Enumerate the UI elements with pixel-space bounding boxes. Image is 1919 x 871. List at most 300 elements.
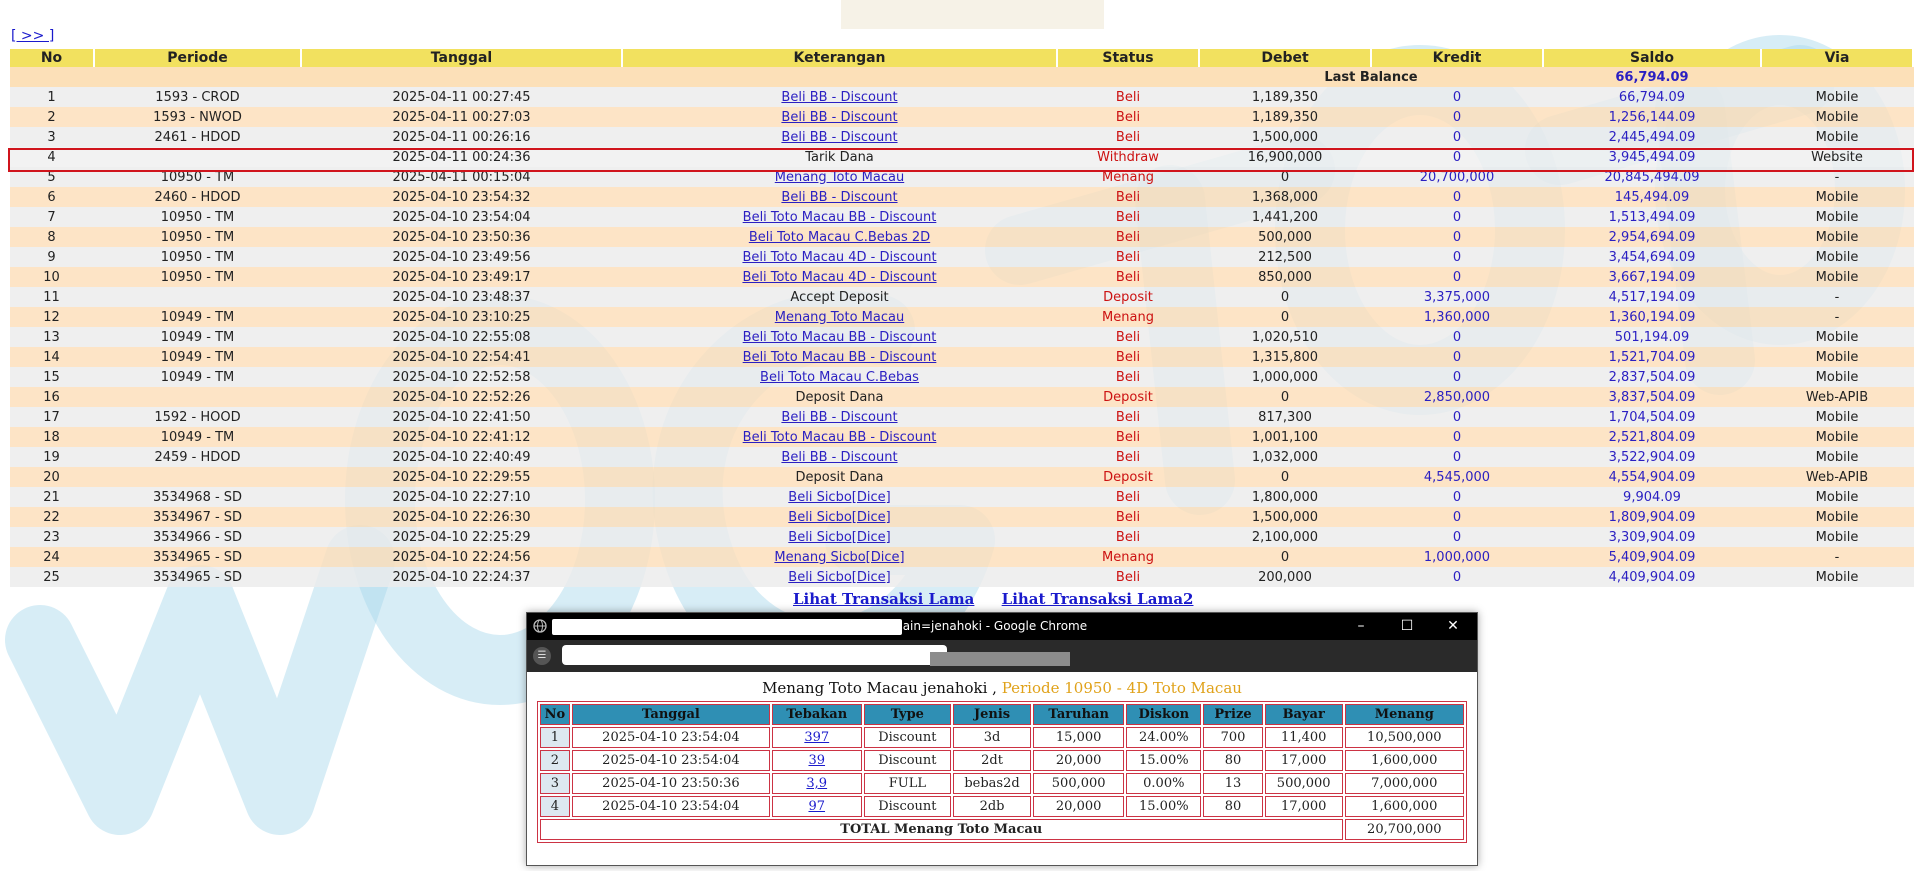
cell-debet: 1,000,000 [1200, 367, 1372, 387]
cell-no: 6 [10, 187, 95, 207]
cell-tanggal: 2025-04-10 22:40:49 [302, 447, 623, 467]
cell-debet: 0 [1200, 287, 1372, 307]
transaction-detail-link[interactable]: Menang Toto Macau [774, 309, 905, 325]
cell-no: 14 [10, 347, 95, 367]
cell-kredit: 2,850,000 [1372, 387, 1544, 407]
column-header-saldo: Saldo [1544, 49, 1762, 67]
cell-periode [95, 467, 302, 487]
maximize-icon[interactable]: ☐ [1400, 618, 1414, 634]
table-header-row [10, 49, 1914, 67]
column-header-tanggal: Tanggal [302, 49, 623, 67]
win-cell-diskon: 24.00% [1126, 727, 1201, 748]
cell-via: - [1762, 167, 1914, 187]
cell-debet: 1,032,000 [1200, 447, 1372, 467]
cell-kredit: 1,360,000 [1372, 307, 1544, 327]
cell-ket [623, 267, 1058, 287]
next-page-link[interactable]: [ >> ] [11, 28, 55, 44]
cell-debet: 200,000 [1200, 567, 1372, 587]
transaction-detail-link[interactable]: Beli Toto Macau BB - Discount [742, 209, 937, 225]
cell-periode: 2461 - HDOD [95, 127, 302, 147]
cell-debet: 1,020,510 [1200, 327, 1372, 347]
cell-no: 25 [10, 567, 95, 587]
cell-tanggal: 2025-04-10 23:49:17 [302, 267, 623, 287]
cell-debet: 0 [1200, 387, 1372, 407]
redacted-address [930, 652, 1070, 666]
cell-no: 24 [10, 547, 95, 567]
cell-periode: 3534965 - SD [95, 567, 302, 587]
win-cell-tebakan [772, 773, 862, 794]
cell-via: Website [1762, 147, 1914, 167]
cell-debet: 850,000 [1200, 267, 1372, 287]
cell-debet: 1,500,000 [1200, 127, 1372, 147]
cell-debet: 0 [1200, 307, 1372, 327]
transaction-detail-link[interactable]: Beli BB - Discount [781, 109, 898, 125]
win-cell-jenis: bebas2d [953, 773, 1031, 794]
win-cell-menang: 1,600,000 [1345, 796, 1464, 817]
cell-ket [623, 187, 1058, 207]
transaction-detail-link[interactable]: Beli Sicbo[Dice] [788, 509, 891, 525]
cell-saldo: 3,309,904.09 [1544, 527, 1762, 547]
cell-saldo: 4,554,904.09 [1544, 467, 1762, 487]
cell-status: Beli [1058, 107, 1200, 127]
column-header-keterangan: Keterangan [623, 49, 1058, 67]
cell-saldo: 4,517,194.09 [1544, 287, 1762, 307]
popup-heading [537, 679, 1467, 697]
win-cell-bayar: 11,400 [1265, 727, 1343, 748]
cell-no: 11 [10, 287, 95, 307]
winnings-row [540, 750, 1464, 771]
cell-kredit: 0 [1372, 267, 1544, 287]
table-row [10, 127, 1914, 147]
cell-saldo: 3,454,694.09 [1544, 247, 1762, 267]
win-cell-bayar: 17,000 [1265, 796, 1343, 817]
cell-status: Beli [1058, 227, 1200, 247]
transaction-detail-link[interactable]: Beli BB - Discount [781, 129, 898, 145]
transaction-detail-link[interactable]: Beli BB - Discount [781, 189, 898, 205]
cell-periode: 10949 - TM [95, 367, 302, 387]
cell-debet: 16,900,000 [1200, 147, 1372, 167]
cell-via: Mobile [1762, 227, 1914, 247]
total-label: TOTAL Menang Toto Macau [540, 819, 1343, 840]
transaction-detail-link[interactable]: Beli Sicbo[Dice] [788, 529, 891, 545]
cell-no: 16 [10, 387, 95, 407]
cell-tanggal: 2025-04-10 23:54:32 [302, 187, 623, 207]
cell-periode: 10950 - TM [95, 267, 302, 287]
cell-no: 3 [10, 127, 95, 147]
transaction-detail-link[interactable]: Menang Toto Macau [774, 169, 905, 185]
table-row [10, 267, 1914, 287]
table-row [10, 347, 1914, 367]
cell-periode: 10950 - TM [95, 207, 302, 227]
cell-ket [623, 367, 1058, 387]
winnings-row [540, 727, 1464, 748]
cell-saldo: 2,445,494.09 [1544, 127, 1762, 147]
column-header-no: No [10, 49, 95, 67]
cell-ket [623, 207, 1058, 227]
win-column-header-tebakan: Tebakan [772, 704, 862, 725]
popup-heading-periode: Periode 10950 - 4D Toto Macau [1001, 679, 1242, 697]
cell-debet: 1,315,800 [1200, 347, 1372, 367]
popup-heading-text: Menang Toto Macau jenahoki , [762, 679, 1002, 697]
cell-saldo: 2,954,694.09 [1544, 227, 1762, 247]
cell-kredit: 0 [1372, 487, 1544, 507]
table-row [10, 427, 1914, 447]
cell-no: 22 [10, 507, 95, 527]
cell-ket [623, 327, 1058, 347]
cell-status: Beli [1058, 87, 1200, 107]
win-column-header-menang: Menang [1345, 704, 1464, 725]
tebakan-link[interactable]: 97 [808, 799, 826, 814]
win-cell-prize: 700 [1203, 727, 1263, 748]
cell-debet: 1,368,000 [1200, 187, 1372, 207]
cell-periode [95, 147, 302, 167]
cell-periode: 10950 - TM [95, 227, 302, 247]
cell-debet: 1,500,000 [1200, 507, 1372, 527]
cell-via: Mobile [1762, 347, 1914, 367]
cell-tanggal: 2025-04-10 23:54:04 [302, 207, 623, 227]
win-cell-prize: 80 [1203, 750, 1263, 771]
cell-via: Mobile [1762, 107, 1914, 127]
cell-no: 20 [10, 467, 95, 487]
cell-saldo: 1,704,504.09 [1544, 407, 1762, 427]
cell-status: Beli [1058, 327, 1200, 347]
win-column-header-taruhan: Taruhan [1033, 704, 1125, 725]
cell-debet: 1,001,100 [1200, 427, 1372, 447]
tebakan-link[interactable]: 39 [808, 753, 826, 768]
winnings-table [537, 701, 1467, 843]
cell-kredit: 0 [1372, 147, 1544, 167]
cell-ket [623, 307, 1058, 327]
win-cell-tanggal: 2025-04-10 23:54:04 [572, 750, 770, 771]
cell-no: 7 [10, 207, 95, 227]
transaction-detail-link[interactable]: Beli Toto Macau BB - Discount [742, 429, 937, 445]
cell-kredit: 0 [1372, 127, 1544, 147]
cell-periode: 10949 - TM [95, 427, 302, 447]
cell-saldo: 66,794.09 [1544, 87, 1762, 107]
cell-periode: 10950 - TM [95, 247, 302, 267]
cell-via: Mobile [1762, 247, 1914, 267]
cell-saldo: 20,845,494.09 [1544, 167, 1762, 187]
cell-tanggal: 2025-04-10 22:55:08 [302, 327, 623, 347]
minimize-icon[interactable]: – [1357, 618, 1365, 634]
cell-status: Deposit [1058, 467, 1200, 487]
cell-no: 17 [10, 407, 95, 427]
cell-status: Menang [1058, 167, 1200, 187]
cell-tanggal: 2025-04-10 22:26:30 [302, 507, 623, 527]
win-cell-prize: 13 [1203, 773, 1263, 794]
cell-debet: 817,300 [1200, 407, 1372, 427]
column-header-debet: Debet [1200, 49, 1372, 67]
cell-saldo: 1,513,494.09 [1544, 207, 1762, 227]
cell-via: Web-APIB [1762, 467, 1914, 487]
cell-ket [623, 567, 1058, 587]
cell-tanggal: 2025-04-10 22:25:29 [302, 527, 623, 547]
transaction-table [10, 49, 1914, 587]
cell-tanggal: 2025-04-11 00:24:36 [302, 147, 623, 167]
win-column-header-diskon: Diskon [1126, 704, 1201, 725]
cell-via: Mobile [1762, 567, 1914, 587]
win-cell-tebakan [772, 750, 862, 771]
cell-tanggal: 2025-04-10 23:10:25 [302, 307, 623, 327]
transaction-detail-link[interactable]: Beli Toto Macau BB - Discount [742, 349, 937, 365]
cell-status: Beli [1058, 127, 1200, 147]
cell-via: Mobile [1762, 487, 1914, 507]
cell-kredit: 0 [1372, 107, 1544, 127]
transaction-detail-link[interactable]: Beli Toto Macau C.Bebas [760, 369, 919, 385]
table-row [10, 207, 1914, 227]
cell-ket [623, 227, 1058, 247]
cell-debet: 1,189,350 [1200, 107, 1372, 127]
win-column-header-prize: Prize [1203, 704, 1263, 725]
cell-tanggal: 2025-04-10 22:24:37 [302, 567, 623, 587]
win-cell-type: Discount [864, 750, 952, 771]
cell-saldo: 1,256,144.09 [1544, 107, 1762, 127]
cell-via: Mobile [1762, 367, 1914, 387]
win-cell-bayar: 500,000 [1265, 773, 1343, 794]
cell-via: Mobile [1762, 327, 1914, 347]
win-column-header-tanggal: Tanggal [572, 704, 770, 725]
last-balance-label: Last Balance [1200, 67, 1544, 87]
table-row [10, 287, 1914, 307]
cell-tanggal: 2025-04-10 22:52:26 [302, 387, 623, 407]
cell-status: Deposit [1058, 287, 1200, 307]
cell-periode: 2459 - HDOD [95, 447, 302, 467]
tebakan-link[interactable]: 3,9 [806, 776, 828, 791]
top-banner-strip [841, 0, 1104, 29]
cell-ket [623, 427, 1058, 447]
win-cell-prize: 80 [1203, 796, 1263, 817]
cell-status: Beli [1058, 427, 1200, 447]
cell-kredit: 0 [1372, 567, 1544, 587]
table-row [10, 247, 1914, 267]
cell-status: Beli [1058, 247, 1200, 267]
cell-no: 18 [10, 427, 95, 447]
cell-ket [623, 447, 1058, 467]
cell-kredit: 0 [1372, 87, 1544, 107]
win-cell-no: 2 [540, 750, 570, 771]
table-row [10, 87, 1914, 107]
cell-tanggal: 2025-04-10 22:27:10 [302, 487, 623, 507]
cell-tanggal: 2025-04-10 22:54:41 [302, 347, 623, 367]
cell-periode: 10949 - TM [95, 347, 302, 367]
cell-periode: 2460 - HDOD [95, 187, 302, 207]
older-transactions-link[interactable]: Lihat Transaksi Lama [793, 590, 975, 608]
cell-kredit: 0 [1372, 407, 1544, 427]
win-cell-tanggal: 2025-04-10 23:54:04 [572, 796, 770, 817]
cell-no: 2 [10, 107, 95, 127]
cell-via: Mobile [1762, 427, 1914, 447]
cell-debet: 2,100,000 [1200, 527, 1372, 547]
globe-icon [533, 619, 547, 633]
column-header-via: Via [1762, 49, 1914, 67]
site-settings-icon[interactable]: ☰ [533, 647, 551, 665]
older-transactions-2-link[interactable]: Lihat Transaksi Lama2 [1001, 590, 1194, 608]
cell-tanggal: 2025-04-10 22:24:56 [302, 547, 623, 567]
cell-periode: 3534965 - SD [95, 547, 302, 567]
table-row [10, 327, 1914, 347]
win-cell-jenis: 2db [953, 796, 1031, 817]
cell-kredit: 0 [1372, 187, 1544, 207]
cell-kredit: 0 [1372, 367, 1544, 387]
cell-ket [623, 127, 1058, 147]
chrome-popup-window[interactable] [526, 612, 1478, 866]
win-cell-diskon: 15.00% [1126, 750, 1201, 771]
cell-status: Beli [1058, 267, 1200, 287]
cell-status: Beli [1058, 367, 1200, 387]
address-input[interactable] [562, 645, 947, 665]
cell-saldo: 145,494.09 [1544, 187, 1762, 207]
transaction-detail-link[interactable]: Beli BB - Discount [781, 409, 898, 425]
cell-status: Deposit [1058, 387, 1200, 407]
cell-status: Beli [1058, 347, 1200, 367]
transaction-detail-link[interactable]: Beli Toto Macau 4D - Discount [742, 249, 937, 265]
win-cell-no: 4 [540, 796, 570, 817]
transaction-detail-link[interactable]: Beli Toto Macau 4D - Discount [742, 269, 937, 285]
cell-debet: 0 [1200, 547, 1372, 567]
cell-via: Mobile [1762, 507, 1914, 527]
last-balance-value: 66,794.09 [1544, 67, 1762, 87]
table-row [10, 227, 1914, 247]
cell-tanggal: 2025-04-10 22:41:12 [302, 427, 623, 447]
cell-debet: 0 [1200, 467, 1372, 487]
cell-saldo: 1,809,904.09 [1544, 507, 1762, 527]
cell-ket: Accept Deposit [623, 287, 1058, 307]
cell-debet: 1,189,350 [1200, 87, 1372, 107]
cell-status: Beli [1058, 507, 1200, 527]
cell-saldo: 5,409,904.09 [1544, 547, 1762, 567]
cell-periode [95, 387, 302, 407]
cell-via: - [1762, 287, 1914, 307]
cell-saldo: 2,521,804.09 [1544, 427, 1762, 447]
cell-saldo: 9,904.09 [1544, 487, 1762, 507]
cell-periode: 3534967 - SD [95, 507, 302, 527]
cell-via: Mobile [1762, 447, 1914, 467]
cell-status: Withdraw [1058, 147, 1200, 167]
cell-via: Mobile [1762, 407, 1914, 427]
cell-via: Mobile [1762, 527, 1914, 547]
table-row [10, 107, 1914, 127]
transaction-detail-link[interactable]: Menang Sicbo[Dice] [774, 549, 905, 565]
cell-kredit: 0 [1372, 447, 1544, 467]
transaction-detail-link[interactable]: Beli BB - Discount [781, 89, 898, 105]
cell-via: Mobile [1762, 267, 1914, 287]
window-titlebar[interactable] [527, 613, 1477, 640]
cell-ket [623, 247, 1058, 267]
cell-periode: 3534966 - SD [95, 527, 302, 547]
cell-tanggal: 2025-04-10 23:50:36 [302, 227, 623, 247]
column-header-kredit: Kredit [1372, 49, 1544, 67]
cell-debet: 0 [1200, 167, 1372, 187]
cell-kredit: 0 [1372, 507, 1544, 527]
win-column-header-jenis: Jenis [953, 704, 1031, 725]
cell-tanggal: 2025-04-11 00:27:45 [302, 87, 623, 107]
cell-no: 12 [10, 307, 95, 327]
transaction-detail-link[interactable]: Beli Sicbo[Dice] [788, 569, 891, 585]
win-cell-menang: 10,500,000 [1345, 727, 1464, 748]
cell-periode [95, 287, 302, 307]
win-cell-menang: 7,000,000 [1345, 773, 1464, 794]
win-column-header-type: Type [864, 704, 952, 725]
win-column-header-bayar: Bayar [1265, 704, 1343, 725]
table-row [10, 407, 1914, 427]
transaction-detail-link[interactable]: Beli Toto Macau BB - Discount [742, 329, 937, 345]
cell-no: 15 [10, 367, 95, 387]
tebakan-link[interactable]: 397 [804, 730, 830, 745]
cell-no: 5 [10, 167, 95, 187]
win-cell-menang: 1,600,000 [1345, 750, 1464, 771]
cell-ket [623, 167, 1058, 187]
cell-status: Menang [1058, 547, 1200, 567]
transaction-detail-link[interactable]: Beli BB - Discount [781, 449, 898, 465]
win-cell-tebakan [772, 727, 862, 748]
column-header-status: Status [1058, 49, 1200, 67]
cell-kredit: 20,700,000 [1372, 167, 1544, 187]
cell-kredit: 0 [1372, 527, 1544, 547]
win-cell-taruhan: 15,000 [1033, 727, 1125, 748]
table-row [10, 547, 1914, 567]
cell-via: - [1762, 307, 1914, 327]
cell-ket [623, 87, 1058, 107]
table-row [10, 447, 1914, 467]
cell-kredit: 1,000,000 [1372, 547, 1544, 567]
cell-no: 21 [10, 487, 95, 507]
cell-periode: 10949 - TM [95, 307, 302, 327]
win-cell-no: 3 [540, 773, 570, 794]
close-icon[interactable]: ✕ [1447, 618, 1459, 634]
cell-periode: 10950 - TM [95, 167, 302, 187]
last-balance-row [10, 67, 1914, 87]
transaction-detail-link[interactable]: Beli Toto Macau C.Bebas 2D [748, 229, 931, 245]
cell-status: Beli [1058, 527, 1200, 547]
winnings-row [540, 773, 1464, 794]
table-row [10, 387, 1914, 407]
cell-via: Mobile [1762, 187, 1914, 207]
redacted-url [552, 619, 902, 635]
cell-tanggal: 2025-04-11 00:15:04 [302, 167, 623, 187]
cell-ket [623, 547, 1058, 567]
cell-ket [623, 527, 1058, 547]
cell-saldo: 1,521,704.09 [1544, 347, 1762, 367]
cell-via: - [1762, 547, 1914, 567]
cell-no: 13 [10, 327, 95, 347]
cell-debet: 500,000 [1200, 227, 1372, 247]
cell-via: Mobile [1762, 207, 1914, 227]
window-title: pemain=jenahoki - Google Chrome [876, 619, 1088, 633]
transaction-detail-link[interactable]: Beli Sicbo[Dice] [788, 489, 891, 505]
cell-kredit: 0 [1372, 247, 1544, 267]
table-row [10, 467, 1914, 487]
cell-periode: 1593 - CROD [95, 87, 302, 107]
win-cell-bayar: 17,000 [1265, 750, 1343, 771]
cell-no: 9 [10, 247, 95, 267]
cell-kredit: 4,545,000 [1372, 467, 1544, 487]
cell-ket: Deposit Dana [623, 467, 1058, 487]
win-cell-tebakan [772, 796, 862, 817]
table-row [10, 307, 1914, 327]
win-column-header-no: No [540, 704, 570, 725]
cell-no: 8 [10, 227, 95, 247]
cell-tanggal: 2025-04-11 00:27:03 [302, 107, 623, 127]
winnings-header-row [540, 704, 1464, 725]
win-cell-type: Discount [864, 727, 952, 748]
cell-ket: Deposit Dana [623, 387, 1058, 407]
cell-saldo: 3,945,494.09 [1544, 147, 1762, 167]
table-row [10, 147, 1914, 167]
cell-tanggal: 2025-04-10 22:29:55 [302, 467, 623, 487]
cell-debet: 1,800,000 [1200, 487, 1372, 507]
cell-periode: 1592 - HOOD [95, 407, 302, 427]
cell-ket [623, 487, 1058, 507]
